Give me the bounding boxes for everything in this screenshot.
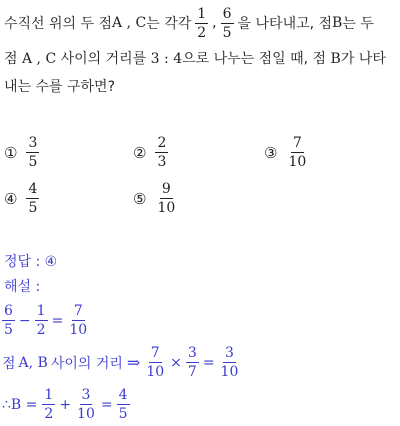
question-text: 는 두 [342,16,374,32]
implies-arrow-icon: ⇒ [126,353,141,372]
numerator: 3 [28,135,38,151]
numerator: 9 [161,181,171,197]
denominator: 5 [28,154,38,170]
numerator: 3 [187,345,197,361]
fraction [67,304,89,337]
numerator: 4 [118,387,128,403]
fraction [42,388,55,421]
answer-label: 정답 : ④ [4,254,58,270]
numerator: 7 [73,303,83,319]
fraction [195,7,208,40]
question-line-3: 내는 수를 구하면? [4,79,115,95]
denominator: 10 [146,364,165,380]
denominator: 10 [69,322,88,338]
fraction [155,182,177,215]
explanation-equation-3 [2,388,130,421]
numerator: 3 [225,345,234,361]
denominator: 2 [197,24,207,41]
points-label: A , C [112,15,147,31]
times-operator: × [170,354,182,371]
question-text: 사이의 거리를 [56,51,151,67]
numerator: 4 [28,181,38,197]
equals-operator: = [100,396,113,413]
option-5[interactable] [133,182,177,215]
denominator: 5 [4,322,13,338]
explanation-label: 해설 : [4,279,41,295]
option-3[interactable] [264,136,308,169]
points-label: A , C [21,51,57,67]
plus-operator: + [59,396,72,413]
option-1[interactable] [4,136,39,169]
option-marker: ③ [264,143,278,162]
denominator: 5 [28,200,38,216]
therefore-label: ∴B = [2,396,38,413]
point-label: B [332,15,343,31]
option-marker: ⑤ [133,189,147,208]
explanation-text: 점 [2,355,16,372]
numerator: 7 [150,345,160,361]
fraction [155,136,168,169]
denominator: 2 [44,406,54,422]
denominator: 2 [36,322,46,338]
denominator: 5 [222,24,232,41]
numerator: 6 [4,303,13,319]
option-marker: ② [133,143,147,162]
ratio: 3 : 4 [150,51,183,67]
numerator: 7 [292,135,302,151]
numerator: 2 [157,135,167,151]
fraction [2,304,15,337]
question-line-1 [4,6,374,40]
numerator: 3 [81,387,91,403]
question-line-2 [4,48,386,68]
points-label: A, B [18,354,48,371]
equals-operator: = [51,312,64,329]
fraction [26,136,39,169]
fraction [144,346,166,379]
fraction [26,182,39,215]
numerator: 1 [197,5,207,22]
minus-operator: − [18,312,31,329]
point-label: B [330,51,341,67]
denominator: 10 [157,200,176,216]
denominator: 10 [288,154,307,170]
explanation-text: 사이의 거리 [50,355,123,372]
denominator: 5 [118,406,128,422]
comma: , [212,15,217,31]
fraction [286,136,308,169]
numerator: 1 [44,387,54,403]
question-text: 으로 나누는 점일 때, 점 [182,51,331,67]
equals-operator: = [202,354,215,371]
denominator: 3 [157,154,167,170]
fraction [117,388,130,421]
fraction [221,7,234,40]
option-marker: ④ [4,189,18,208]
question-text: 수직선 위의 두 점 [4,16,113,32]
fraction [219,346,241,379]
denominator: 10 [77,406,95,422]
numerator: 1 [36,303,46,319]
fraction [186,346,199,379]
question-text: 점 [4,51,22,67]
explanation-equation-2 [2,346,240,379]
option-2[interactable] [133,136,168,169]
explanation-equation-1 [2,304,89,337]
denominator: 7 [187,364,197,380]
question-text: 을 나타내고, 점 [237,16,333,32]
option-4[interactable] [4,182,39,215]
fraction [35,304,48,337]
numerator: 6 [222,5,232,22]
option-marker: ① [4,143,18,162]
question-text: 가 나타 [340,51,386,67]
denominator: 10 [220,364,239,380]
fraction [75,388,97,421]
question-text: 는 각각 [146,16,192,32]
